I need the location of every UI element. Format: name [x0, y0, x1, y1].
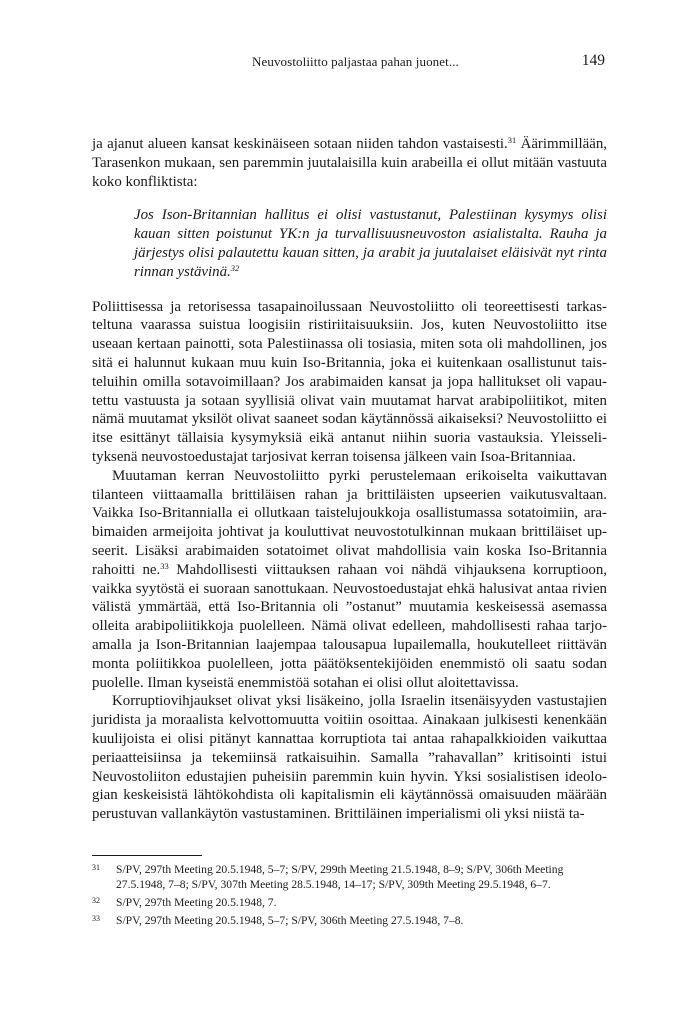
paragraph-3-text-b: Mahdollisesti viittauksen rahaan voi nähdä vihjauksena korruptioon, vaikka syytöstä ei suoraan sanottukaan. Neuvostoedustajat ehkä halusivat antaa rivien välistä ymmärtää, että Iso-Britannia oli ”ostanut” muutamia keskeisessä asemassa olleita arabipoliitikkoja puolelleen. Nämä olivat edelleen, mahdollisesti rahaa tarjoamalla ja Ison-Britannian laajempaa talousapua lupailemalla, houkutelleet riittävän monta poliitikkoa puolelleen, jotta päätöksentekijöiden enemmistö oli saatu sodan puolelle. Ilman kyseistä enemmistöä sotahan ei olisi ollut aloitettavissa.: [92, 561, 607, 691]
block-quote: [134, 206, 607, 281]
footnote-divider: [92, 855, 202, 856]
paragraph-2: Poliittisessa ja retorisessa tasapainoilussaan Neuvostoliitto oli teoreettisesti tarkasteltuna vaarassa suistua loogisiin ristiriitaisuuksiin. Jos, kuten Neuvostoliitto itse useaan kertaan painotti, sota Palestiinassa oli tosiasia, miten sota oli mahdollinen, jos sitä ei halunnut kukaan muu kuin Iso-Britannia, joka ei kuitenkaan osallistunut taisteluihin omilla sotavoimillaan? Jos arabimaiden kansat ja jopa hallitukset oli vapautettu vastuusta ja sotaan syyllisiä olivat vain muutamat harvat arabipoliitikot, miten nämä muutamat yksilöt olivat saaneet sodan käytännössä aikaiseksi? Neuvostoliitto ei itse esittänyt tällaisia kysymyksiä eikä antanut niihin suoria vastauksia. Yleisselityksenä neuvostoedustajat tarjosivat kerran toisensa jälkeen vain Isoa-Britanniaa.: [92, 298, 607, 465]
footnote-31: [92, 862, 607, 892]
running-header: [92, 52, 607, 72]
paragraph-4: Korruptiovihjaukset olivat yksi lisäkeino, jolla Israelin itsenäisyyden vastustajien juridista ja moraalista kelvottomuutta voitiin osoittaa. Ainakaan julkisesti kenenkään kuulijoista ei olisi pitänyt kannattaa korruptiota tai antaa rahapalkkioiden vaikuttaa periaatteisiinsa ja tekemiinsä ratkaisuihin. Samalla ”rahavallan” kritisointi istui Neuvostoliiton edustajien puheisiin paremmin kuin hyvin. Yksi sosialistisen ideologian keskeisistä lähtökohdista oli kapitalismin eli käytännössä omaisuuden määrään perustuvan vallankäytön vastustaminen. Brittiläinen imperialismi oli yksi niistä ta-: [92, 693, 607, 823]
paragraph-3: [92, 467, 607, 693]
footnote-text: S/PV, 297th Meeting 20.5.1948, 5–7; S/PV, 299th Meeting 21.5.1948, 8–9; S/PV, 306th Meeting 27.5.1948, 7–8; S/PV, 307th Meeting 28.5.1948, 14–17; S/PV, 309th Meeting 29.5.1948, 6–7.: [116, 863, 564, 891]
footnote-text: S/PV, 297th Meeting 20.5.1948, 7.: [116, 896, 277, 909]
footnote-ref-33[interactable]: 33: [160, 560, 169, 571]
footnote-32: [92, 895, 607, 910]
paragraph-1: [92, 135, 607, 191]
footnote-ref-32[interactable]: 32: [230, 262, 240, 273]
running-title: Neuvostoliitto paljastaa pahan juonet...: [252, 54, 459, 69]
page-number: 149: [581, 52, 605, 69]
footnote-number: 31: [92, 863, 100, 872]
paragraph-1-text-a: ja ajanut alueen kansat keskinäiseen sotaan niiden tahdon vastaisesti.: [92, 136, 508, 152]
footnote-33: [92, 913, 607, 928]
footnotes: [92, 862, 607, 931]
main-text: [92, 135, 607, 824]
footnote-ref-31[interactable]: 31: [507, 135, 517, 145]
footnote-text: S/PV, 297th Meeting 20.5.1948, 5–7; S/PV, 306th Meeting 27.5.1948, 7–8.: [116, 914, 464, 927]
paragraph-3-text-a: Muutaman kerran Neuvostoliitto pyrki perustelemaan erikoiselta vaikuttavan tilanteen viittaamalla brittiläisen rahan ja brittiläisten upseerien vaikutusvaltaan. Vaikka Iso-Britannialla ei ollutkaan taistelujoukkoja osallistumassa sotatoimiin, arabimaiden armeijoita johtivat ja kouluttivat neuvostotulkinnan mukaan brittiläiset upseerit. Lisäksi arabimaiden sotatoimet olivat mahdollisia vain koska Iso-Britannia rahoitti ne.: [92, 467, 607, 578]
block-quote-text: Jos Ison-Britannian hallitus ei olisi vastustanut, Palestiinan kysymys olisi kauan sitten poistunut YK:n ja turvallisuusneuvoston asialistalta. Rauha ja järjestys olisi palautettu kauan sitten, ja arabit ja juutalaiset eläisivät nyt rinta rinnan ystävinä.: [134, 207, 607, 280]
paragraph-1-text-b: Äärimmillään, Tarasenkon mukaan, sen paremmin juutalaisilla kuin arabeilla ei ollut mitään vastuuta koko konfliktista:: [92, 136, 607, 190]
footnote-number: 32: [92, 896, 100, 905]
footnote-number: 33: [92, 914, 100, 923]
